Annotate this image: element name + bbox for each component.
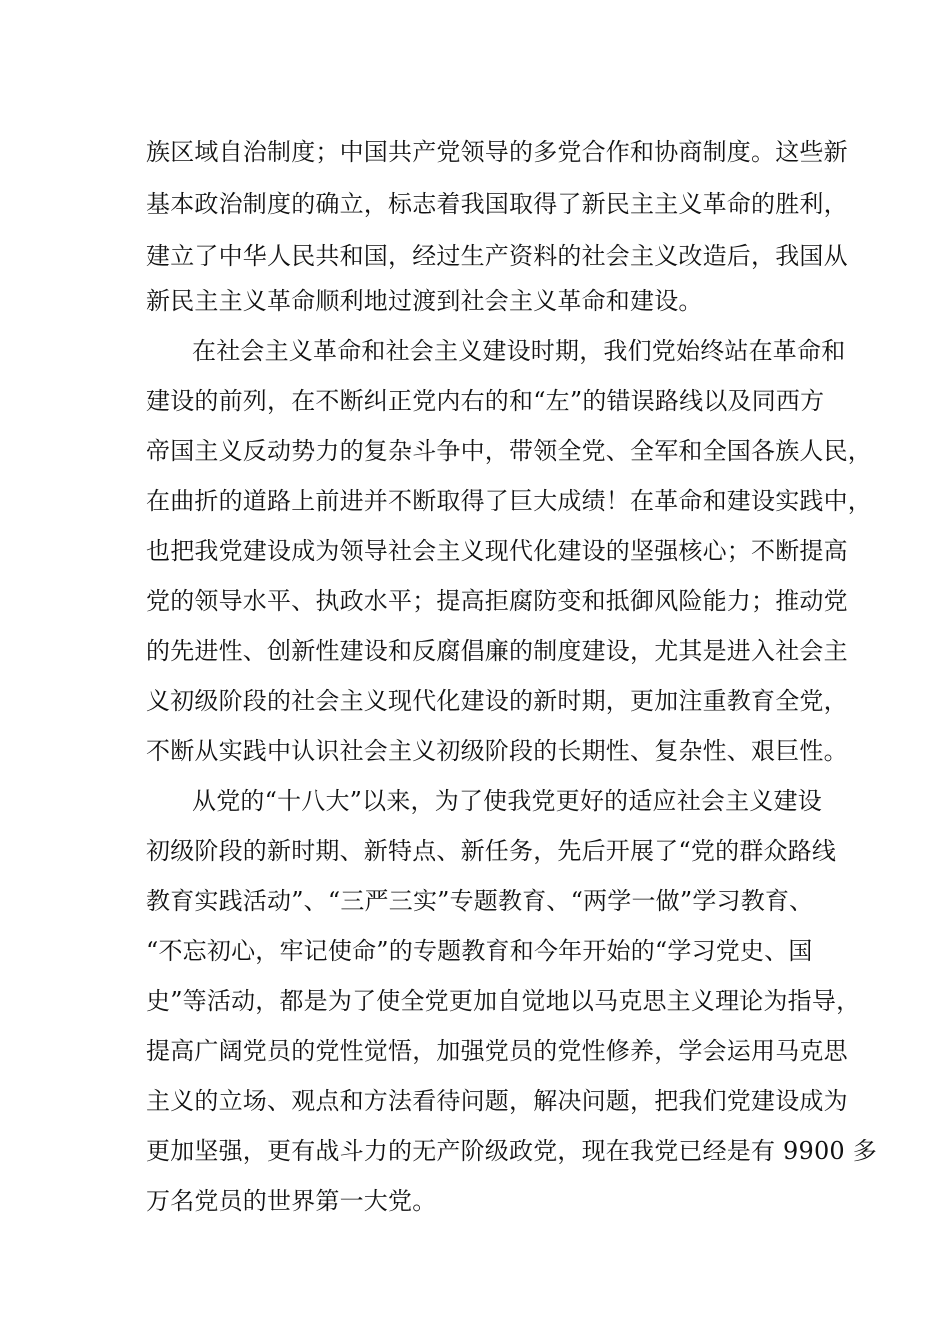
text-line: 史”等活动，都是为了使全党更加自觉地以马克思主义理论为指导， (146, 987, 861, 1015)
text-line: 也把我党建设成为领导社会主义现代化建设的坚强核心；不断提高 (146, 537, 848, 565)
text-line: 更加坚强，更有战斗力的无产阶级政党，现在我党已经是有 9900 多 (146, 1137, 877, 1165)
text-line: 的先进性、创新性建设和反腐倡廉的制度建设，尤其是进入社会主 (146, 637, 848, 665)
text-line: 族区域自治制度；中国共产党领导的多党合作和协商制度。这些新 (146, 138, 848, 166)
text-line: 万名党员的世界第一大党。 (146, 1187, 437, 1215)
text-line: 建设的前列，在不断纠正党内右的和“左”的错误路线以及同西方 (146, 387, 825, 415)
text-line: 新民主主义革命顺利地过渡到社会主义革命和建设。 (146, 287, 703, 315)
text-line: 初级阶段的新时期、新特点、新任务，先后开展了“党的群众路线 (146, 837, 837, 865)
text-line: 教育实践活动”、“三严三实”专题教育、“两学一做”学习教育、 (146, 887, 814, 915)
text-line: 党的领导水平、执政水平；提高拒腐防变和抵御风险能力；推动党 (146, 587, 848, 615)
text-line: “不忘初心，牢记使命”的专题教育和今年开始的“学习党史、国 (146, 937, 813, 965)
text-line: 提高广阔党员的党性觉悟，加强党员的党性修养，学会运用马克思 (146, 1037, 848, 1065)
text-line: 不断从实践中认识社会主义初级阶段的长期性、复杂性、艰巨性。 (146, 737, 848, 765)
paragraph-first-line: 从党的“十八大”以来，为了使我党更好的适应社会主义建设 (192, 787, 822, 815)
text-line: 建立了中华人民共和国，经过生产资料的社会主义改造后，我国从 (146, 242, 848, 270)
paragraph-first-line: 在社会主义革命和社会主义建设时期，我们党始终站在革命和 (192, 337, 846, 365)
text-line: 义初级阶段的社会主义现代化建设的新时期，更加注重教育全党， (146, 687, 848, 715)
text-line: 在曲折的道路上前进并不断取得了巨大成绩！在革命和建设实践中， (146, 487, 872, 515)
text-line: 帝国主义反动势力的复杂斗争中，带领全党、全军和全国各族人民， (146, 437, 872, 465)
text-line: 主义的立场、观点和方法看待问题，解决问题，把我们党建设成为 (146, 1087, 848, 1115)
text-line: 基本政治制度的确立，标志着我国取得了新民主主义革命的胜利， (146, 190, 848, 218)
